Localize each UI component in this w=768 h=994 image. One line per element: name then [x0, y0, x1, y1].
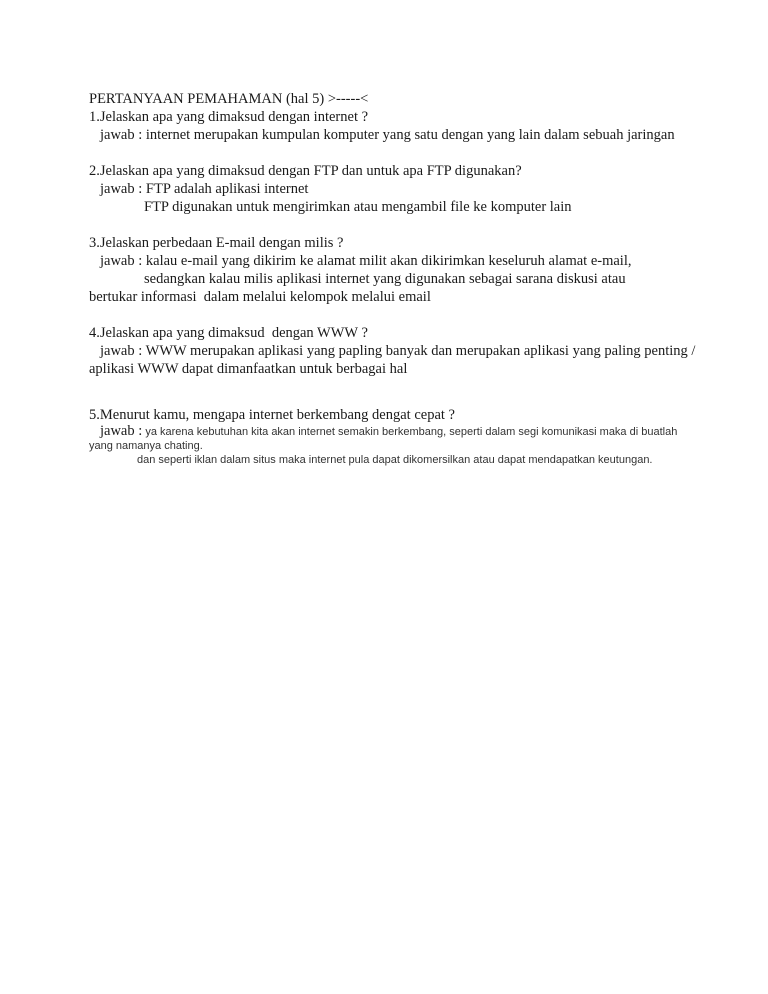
- spacer: [89, 306, 699, 324]
- spacer: [89, 216, 699, 234]
- answer-5: [89, 424, 699, 453]
- question-5: 5.Menurut kamu, mengapa internet berkembang dengat cepat ?: [89, 407, 455, 423]
- question-1: 1.Jelaskan apa yang dimaksud dengan internet ?: [89, 109, 369, 125]
- answer-4: [89, 342, 699, 378]
- answer-2-line-2: FTP digunakan untuk mengirimkan atau mengambil file ke komputer lain: [144, 199, 572, 215]
- document-title: PERTANYAAN PEMAHAMAN (hal 5) >-----<: [89, 91, 369, 107]
- answer-5-label: jawab :: [100, 423, 143, 439]
- answer-1: [89, 126, 699, 144]
- answer-5-text-1: ya karena kebutuhan kita akan internet semakin berkembang, seperti dalam segi komunikasi maka di buatlah yang namanya chating.: [89, 426, 678, 452]
- question-4: 4.Jelaskan apa yang dimaksud dengan WWW ?: [89, 325, 368, 341]
- spacer: [89, 378, 699, 406]
- spacer: [89, 144, 699, 162]
- answer-3-line-2: sedangkan kalau milis aplikasi internet yang digunakan sebagai sarana diskusi atau: [144, 271, 626, 287]
- question-3: 3.Jelaskan perbedaan E-mail dengan milis ?: [89, 235, 344, 251]
- answer-3-line-1: jawab : kalau e-mail yang dikirim ke alamat milit akan dikirimkan keseluruh alamat e-mail,: [100, 253, 632, 269]
- answer-4-text: jawab : WWW merupakan aplikasi yang papling banyak dan merupakan aplikasi yang paling penting / aplikasi WWW dapat dimanfaatkan untuk berbagai hal: [89, 343, 696, 377]
- answer-5-text-2: dan seperti iklan dalam situs maka internet pula dapat dikomersilkan atau dapat mendapatkan keutungan.: [137, 454, 653, 466]
- question-2: 2.Jelaskan apa yang dimaksud dengan FTP dan untuk apa FTP digunakan?: [89, 163, 522, 179]
- answer-2-line-1: jawab : FTP adalah aplikasi internet: [100, 181, 309, 197]
- answer-3-line-3: bertukar informasi dalam melalui kelompok melalui email: [89, 289, 431, 305]
- document-body: [89, 90, 699, 467]
- answer-1-text: jawab : internet merupakan kumpulan komputer yang satu dengan yang lain dalam sebuah jaringan: [100, 127, 675, 143]
